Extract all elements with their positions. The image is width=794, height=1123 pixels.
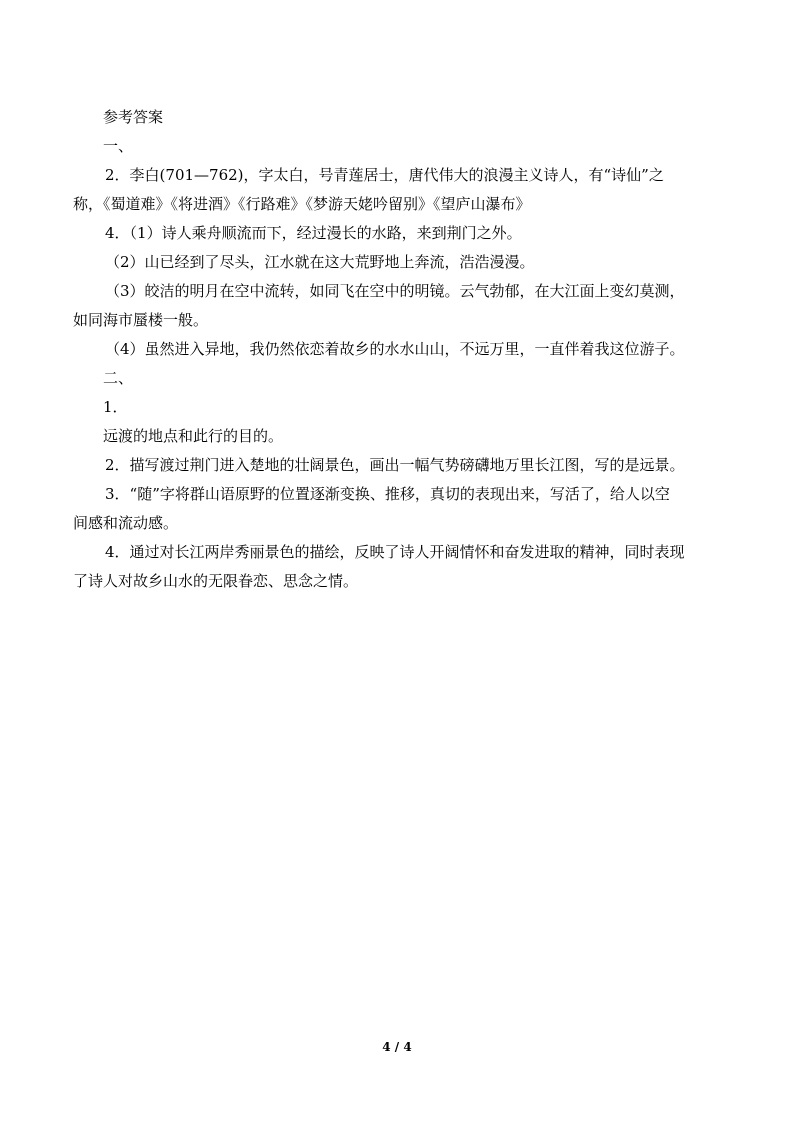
section-two-item-1-text: 远渡的地点和此行的目的。: [103, 427, 284, 445]
section-one-item-2-line-1: 2．李白(701—762)，字太白，号青莲居士，唐代伟大的浪漫主义诗人，有“诗仙”之: [105, 166, 664, 184]
section-one-label: 一、: [103, 137, 134, 155]
section-one-item-4-sub-2: （2）山已经到了尽头，江水就在这大荒野地上奔流，浩浩漫漫。: [105, 253, 535, 271]
section-two-item-1-label: 1．: [103, 398, 128, 416]
section-one-item-4-sub-3-line-1: （3）皎洁的明月在空中流转，如同飞在空中的明镜。云气勃郁，在大江面上变幻莫测，: [105, 282, 685, 300]
section-two-label: 二、: [103, 369, 134, 387]
answer-content: [73, 103, 725, 596]
section-two-item-4-line-1: 4．通过对长江两岸秀丽景色的描绘，反映了诗人开阔情怀和奋发进取的精神，同时表现: [105, 543, 685, 561]
section-one-item-4-sub-3-line-2: 如同海市蜃楼一般。: [73, 311, 209, 329]
section-one-item-4-sub-1: 4．（1）诗人乘舟顺流而下，经过漫长的水路，来到荆门之外。: [105, 224, 522, 242]
section-two-item-3-line-2: 间感和流动感。: [73, 514, 179, 532]
section-one-item-4-sub-4: （4）虽然进入异地，我仍然依恋着故乡的水水山山，不远万里，一直伴着我这位游子。: [105, 340, 685, 358]
section-two-item-2: 2．描写渡过荆门进入楚地的壮阔景色，画出一幅气势磅礴地万里长江图，写的是远景。: [105, 456, 685, 474]
answer-heading: 参考答案: [103, 108, 164, 126]
section-two-item-4-line-2: 了诗人对故乡山水的无限眷恋、思念之情。: [73, 572, 359, 590]
section-one-item-2-line-2: 称，《蜀道难》《将进酒》《行路难》《梦游天姥吟留别》《望庐山瀑布》: [73, 195, 531, 213]
page-number: 4 / 4: [382, 1040, 412, 1054]
section-two-item-3-line-1: 3．“随”字将群山语原野的位置逐渐变换、推移，真切的表现出来，写活了，给人以空: [105, 485, 670, 503]
